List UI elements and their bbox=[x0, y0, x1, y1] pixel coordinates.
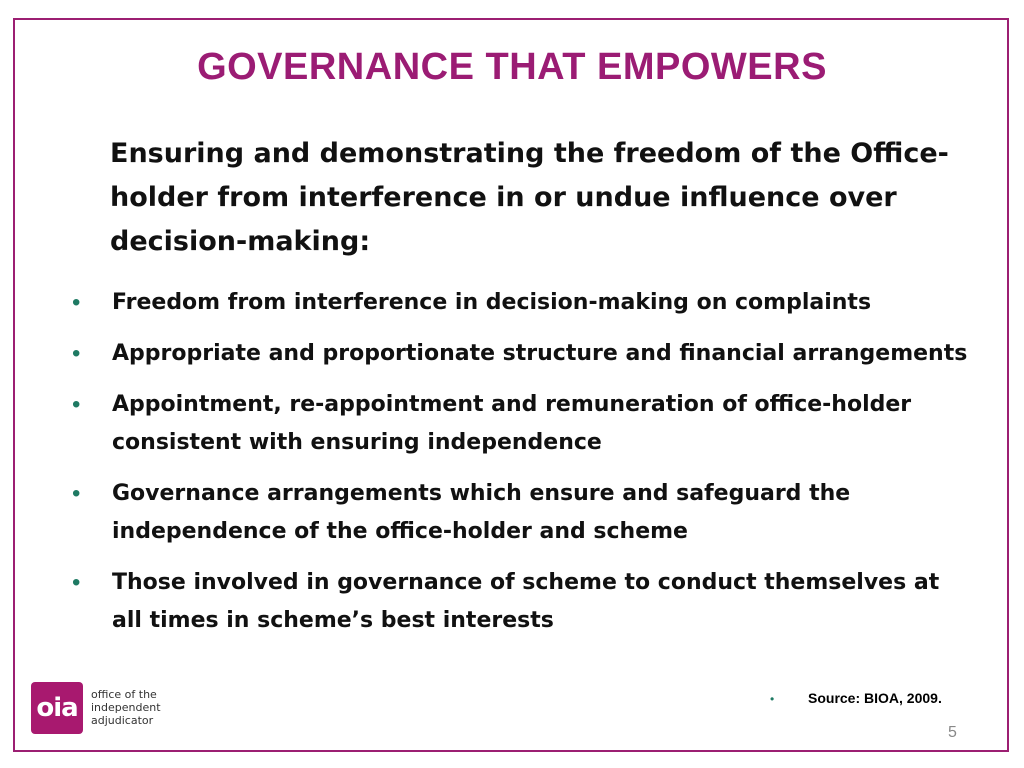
intro-text: Ensuring and demonstrating the freedom of the Office-holder from interference in or undue influence over decision-making: bbox=[110, 138, 949, 257]
logo-line: adjudicator bbox=[91, 714, 154, 727]
list-item bbox=[70, 284, 970, 322]
bullet-text: Appropriate and proportionate structure and financial arrangements bbox=[112, 341, 968, 366]
bullet-icon: • bbox=[72, 480, 81, 507]
page-number: 5 bbox=[948, 724, 957, 741]
bullet-icon: • bbox=[72, 289, 81, 316]
bullet-text: Governance arrangements which ensure and safeguard the independence of the office-holder and scheme bbox=[112, 481, 851, 544]
logo-wordmark bbox=[91, 688, 161, 727]
bullet-icon: • bbox=[72, 569, 81, 596]
logo-line: independent bbox=[91, 701, 161, 714]
list-item bbox=[70, 564, 970, 640]
bullet-list bbox=[70, 284, 970, 653]
list-item bbox=[70, 386, 970, 462]
list-item bbox=[70, 335, 970, 373]
bullet-text: Those involved in governance of scheme to conduct themselves at all times in scheme’s best interests bbox=[112, 570, 940, 633]
source-citation: Source: BIOA, 2009. bbox=[808, 690, 942, 706]
oia-logo: oia bbox=[31, 682, 83, 734]
slide-title: GOVERNANCE THAT EMPOWERS bbox=[197, 46, 827, 88]
logo-line: office of the bbox=[91, 688, 157, 701]
bullet-text: Freedom from interference in decision-making on complaints bbox=[112, 290, 872, 315]
list-item bbox=[70, 475, 970, 551]
bullet-icon: • bbox=[72, 340, 81, 367]
bullet-text: Appointment, re-appointment and remuneration of office-holder consistent with ensuring independence bbox=[112, 392, 912, 455]
source-bullet-icon: • bbox=[770, 692, 775, 706]
bullet-icon: • bbox=[72, 391, 81, 418]
